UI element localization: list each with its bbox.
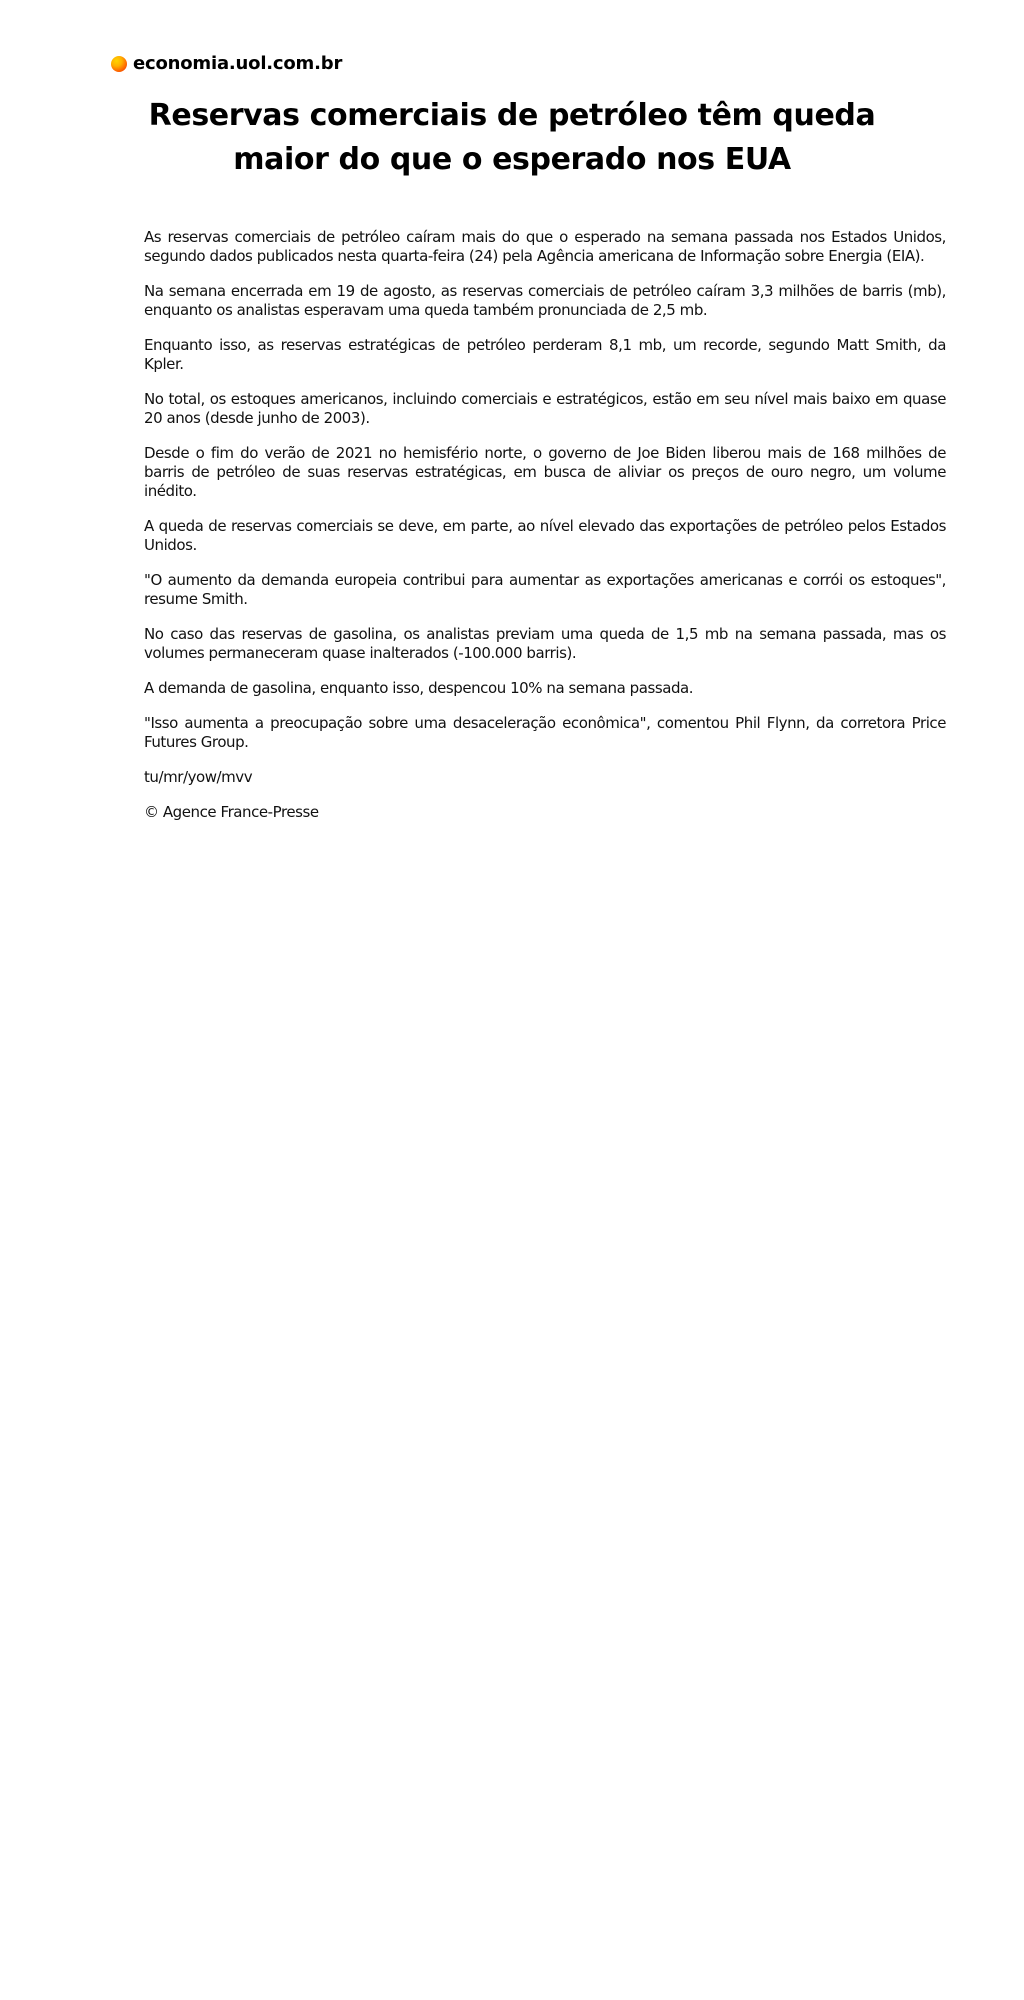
paragraph: A queda de reservas comerciais se deve, em parte, ao nível elevado das exportações de petróleo pelos Estados Unidos. [144,517,946,554]
paragraph: As reservas comerciais de petróleo caíram mais do que o esperado na semana passada nos Estados Unidos, segundo dados publicados nesta quarta-feira (24) pela Agência americana de Informação sobre Energia (EIA). [144,228,946,265]
paragraph: Desde o fim do verão de 2021 no hemisfério norte, o governo de Joe Biden liberou mais de 168 milhões de barris de petróleo de suas reservas estratégicas, em busca de aliviar os preços de ouro negro, um volume inédito. [144,444,946,500]
author-initials: tu/mr/yow/mvv [144,768,253,786]
paragraph: Na semana encerrada em 19 de agosto, as reservas comerciais de petróleo caíram 3,3 milhões de barris (mb), enquanto os analistas esperavam uma queda também pronunciada de 2,5 mb. [144,282,946,319]
paragraph: A demanda de gasolina, enquanto isso, despencou 10% na semana passada. [144,679,694,697]
paragraph: "O aumento da demanda europeia contribui para aumentar as exportações americanas e corrói os estoques", resume Smith. [144,571,946,608]
uol-logo-icon [111,56,127,72]
paragraph: Enquanto isso, as reservas estratégicas de petróleo perderam 8,1 mb, um recorde, segundo Matt Smith, da Kpler. [144,336,946,373]
paragraph: No caso das reservas de gasolina, os analistas previam uma queda de 1,5 mb na semana passada, mas os volumes permaneceram quase inalterados (-100.000 barris). [144,625,946,662]
article-body [144,228,946,838]
article-headline: Reservas comerciais de petróleo têm queda maior do que o esperado nos EUA [148,98,876,177]
paragraph: "Isso aumenta a preocupação sobre uma desaceleração econômica", comentou Phil Flynn, da corretora Price Futures Group. [144,714,946,751]
site-name[interactable]: economia.uol.com.br [133,53,343,74]
paragraph: No total, os estoques americanos, incluindo comerciais e estratégicos, estão em seu nível mais baixo em quase 20 anos (desde junho de 2003). [144,390,946,427]
site-header [111,52,342,76]
copyright-notice: © Agence France-Presse [144,803,319,821]
